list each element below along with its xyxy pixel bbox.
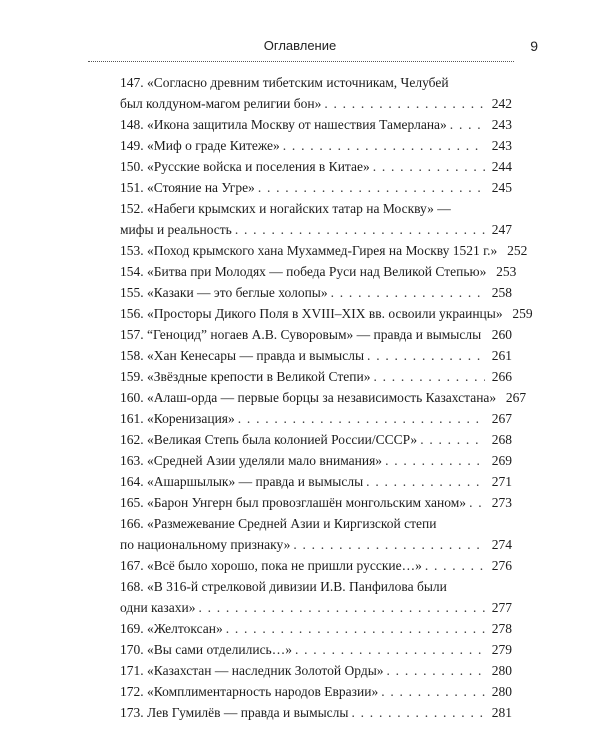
toc-entry-title: 157. “Геноцид” ногаев А.В. Суворовым» — правда и вымыслы — [120, 327, 482, 342]
toc-entry-page: 269 — [491, 453, 512, 468]
toc-entry — [120, 345, 512, 366]
toc-entry-page: 252 — [507, 243, 528, 258]
toc-entry-line — [120, 156, 512, 177]
toc-entry-title: по национальному признаку» — [120, 537, 291, 552]
dot-leader — [420, 429, 485, 450]
toc-entry-line — [120, 198, 512, 219]
toc-entry — [120, 471, 512, 492]
toc-entry-page: 280 — [491, 684, 512, 699]
toc-entry-title: 160. «Алаш-орда — первые борцы за независимость Казахстана» — [120, 390, 497, 405]
dot-leader — [450, 114, 485, 135]
toc-entry-line — [120, 429, 512, 450]
toc-entry-page: 259 — [512, 306, 533, 321]
toc-entry-title: 167. «Всё было хорошо, пока не пришли русские…» — [120, 558, 422, 573]
dot-leader — [238, 408, 485, 429]
dot-leader — [352, 702, 486, 723]
toc-entry-page: 267 — [505, 390, 527, 405]
toc-entry-line — [120, 324, 512, 345]
dot-leader — [385, 450, 485, 471]
toc-entry — [120, 513, 512, 555]
toc-entry — [120, 387, 527, 408]
toc-entry-page: 267 — [491, 411, 512, 426]
running-header — [50, 38, 550, 60]
toc-entry-page: 253 — [496, 264, 517, 279]
toc-entry-title: мифы и реальность — [120, 222, 232, 237]
toc-entry-title: был колдуном-магом религии бон» — [120, 96, 322, 111]
toc-entry-line — [120, 408, 512, 429]
toc-entry-page: 274 — [491, 537, 512, 552]
toc-entry-line — [120, 366, 512, 387]
toc-entry-title: 155. «Казаки — это беглые холопы» — [120, 285, 328, 300]
toc-entry-title: 149. «Миф о граде Китеже» — [120, 138, 280, 153]
toc-entry-page: 280 — [491, 663, 512, 678]
toc-entry-page: 276 — [491, 558, 512, 573]
toc-entry-page: 271 — [491, 474, 512, 489]
dot-leader — [293, 534, 485, 555]
toc-entry-page: 261 — [491, 348, 512, 363]
toc-entry-page: 260 — [491, 327, 512, 342]
toc-entry-line — [120, 114, 512, 135]
toc-entry — [120, 408, 512, 429]
toc-entry-page: 247 — [491, 222, 512, 237]
toc-entry-title: 152. «Набеги крымских и ногайских татар на Москву» — — [120, 201, 451, 216]
toc-entry-title: 156. «Просторы Дикого Поля в XVIII–XIX вв. освоили украинцы» — [120, 306, 503, 321]
toc-entry-page: 277 — [491, 600, 512, 615]
toc-entry-title: 170. «Вы сами отделились…» — [120, 642, 292, 657]
toc-entry-title: 150. «Русские войска и поселения в Китае» — [120, 159, 370, 174]
toc-entry — [120, 114, 512, 135]
toc-entry-title: 148. «Икона защитила Москву от нашествия Тамерлана» — [120, 117, 447, 132]
toc-entry-title: 168. «В 316-й стрелковой дивизии И.В. Панфилова были — [120, 579, 447, 594]
toc-entry-line — [120, 387, 527, 408]
toc-entry-line — [120, 513, 512, 534]
dot-leader — [381, 681, 485, 702]
toc-entry-line — [120, 576, 512, 597]
header-title: Оглавление — [263, 38, 337, 53]
toc-entry-line — [120, 681, 512, 702]
dot-leader — [283, 135, 485, 156]
toc-entry-title: 165. «Барон Унгерн был провозглашён монгольским ханом» — [120, 495, 467, 510]
toc-entry-line — [120, 219, 512, 240]
toc-entry — [120, 366, 512, 387]
toc-entry-line — [120, 702, 512, 723]
toc-entry — [120, 156, 512, 177]
toc-entry — [120, 135, 512, 156]
dot-leader — [484, 324, 485, 345]
dot-leader — [198, 597, 485, 618]
toc-entry-line — [120, 345, 512, 366]
toc-entry-line — [120, 261, 517, 282]
toc-entry-line — [120, 450, 512, 471]
toc-entry-page: 278 — [491, 621, 512, 636]
header-dotted-rule — [88, 61, 514, 62]
toc-entry-line — [120, 534, 512, 555]
dot-leader — [373, 156, 485, 177]
toc-entry-line — [120, 597, 512, 618]
toc-entry-title: 159. «Звёздные крепости в Великой Степи» — [120, 369, 371, 384]
toc-entry-line — [120, 177, 512, 198]
toc-entry-line — [120, 492, 512, 513]
dot-leader — [324, 93, 485, 114]
toc-entry-title: 158. «Хан Кенесары — правда и вымыслы — [120, 348, 365, 363]
dot-leader — [367, 345, 485, 366]
toc-entry-title: 173. Лев Гумилёв — правда и вымыслы — [120, 705, 349, 720]
toc-entry — [120, 177, 512, 198]
toc-entry-page: 245 — [491, 180, 512, 195]
toc-entry-title: 166. «Размежевание Средней Азии и Киргизской степи — [120, 516, 437, 531]
toc-entry-page: 279 — [491, 642, 512, 657]
toc-entry-line — [120, 639, 512, 660]
toc-entry — [120, 660, 512, 681]
toc-entry-title: 163. «Средней Азии уделяли мало внимания» — [120, 453, 383, 468]
toc-entry-line — [120, 240, 528, 261]
dot-leader — [469, 492, 485, 513]
toc-entry-title: 153. «Поход крымского хана Мухаммед-Гирея на Москву 1521 г.» — [120, 243, 498, 258]
toc-entry-page: 244 — [491, 159, 512, 174]
toc-entry-page: 266 — [491, 369, 512, 384]
toc-entry — [120, 240, 528, 261]
toc-entry-line — [120, 72, 512, 93]
dot-leader — [258, 177, 485, 198]
toc-entry-title: 162. «Великая Степь была колонией России/СССР» — [120, 432, 418, 447]
dot-leader — [387, 660, 485, 681]
toc-entry-page: 243 — [491, 138, 512, 153]
toc-entry — [120, 429, 512, 450]
toc-entry — [120, 303, 533, 324]
dot-leader — [235, 219, 485, 240]
dot-leader — [425, 555, 485, 576]
toc-entry-page: 273 — [491, 495, 512, 510]
dot-leader — [226, 618, 485, 639]
toc-entry-title: 154. «Битва при Молодях — победа Руси над Великой Степью» — [120, 264, 487, 279]
toc-entry — [120, 324, 512, 345]
toc-entry-title: 164. «Ашаршылык» — правда и вымыслы — [120, 474, 364, 489]
page-number: 9 — [530, 38, 538, 54]
toc-entry-line — [120, 282, 512, 303]
toc-entry — [120, 198, 512, 240]
toc-entry — [120, 450, 512, 471]
toc-entry-line — [120, 303, 533, 324]
toc-entry — [120, 681, 512, 702]
toc-entry-title: 169. «Желтоксан» — [120, 621, 223, 636]
toc-entry — [120, 576, 512, 618]
dot-leader — [366, 471, 485, 492]
toc-entry-page: 242 — [491, 96, 512, 111]
toc-entry-title: 147. «Согласно древним тибетским источникам, Челубей — [120, 75, 449, 90]
toc-entry-line — [120, 471, 512, 492]
toc-entry-title: 161. «Коренизация» — [120, 411, 235, 426]
dot-leader — [331, 282, 485, 303]
toc-entry-title: 172. «Комплиментарность народов Евразии» — [120, 684, 379, 699]
toc-entry — [120, 492, 512, 513]
toc-entry — [120, 282, 512, 303]
toc-entry-page: 243 — [491, 117, 512, 132]
toc-entry-page: 258 — [491, 285, 512, 300]
toc-entry-line — [120, 93, 512, 114]
toc-entry-title: одни казахи» — [120, 600, 196, 615]
dot-leader — [373, 366, 485, 387]
toc-entry — [120, 618, 512, 639]
toc-entry — [120, 555, 512, 576]
dot-leader — [295, 639, 485, 660]
toc-entry — [120, 261, 517, 282]
toc-entry — [120, 639, 512, 660]
toc-entry-page: 268 — [491, 432, 512, 447]
toc-entry-title: 171. «Казахстан — наследник Золотой Орды» — [120, 663, 384, 678]
toc-entry-line — [120, 135, 512, 156]
toc-entry-title: 151. «Стояние на Угре» — [120, 180, 255, 195]
toc-entry — [120, 702, 512, 723]
toc-entry-line — [120, 555, 512, 576]
table-of-contents — [120, 72, 533, 723]
toc-entry-page: 281 — [491, 705, 512, 720]
toc-entry-line — [120, 660, 512, 681]
toc-entry-line — [120, 618, 512, 639]
toc-entry — [120, 72, 512, 114]
